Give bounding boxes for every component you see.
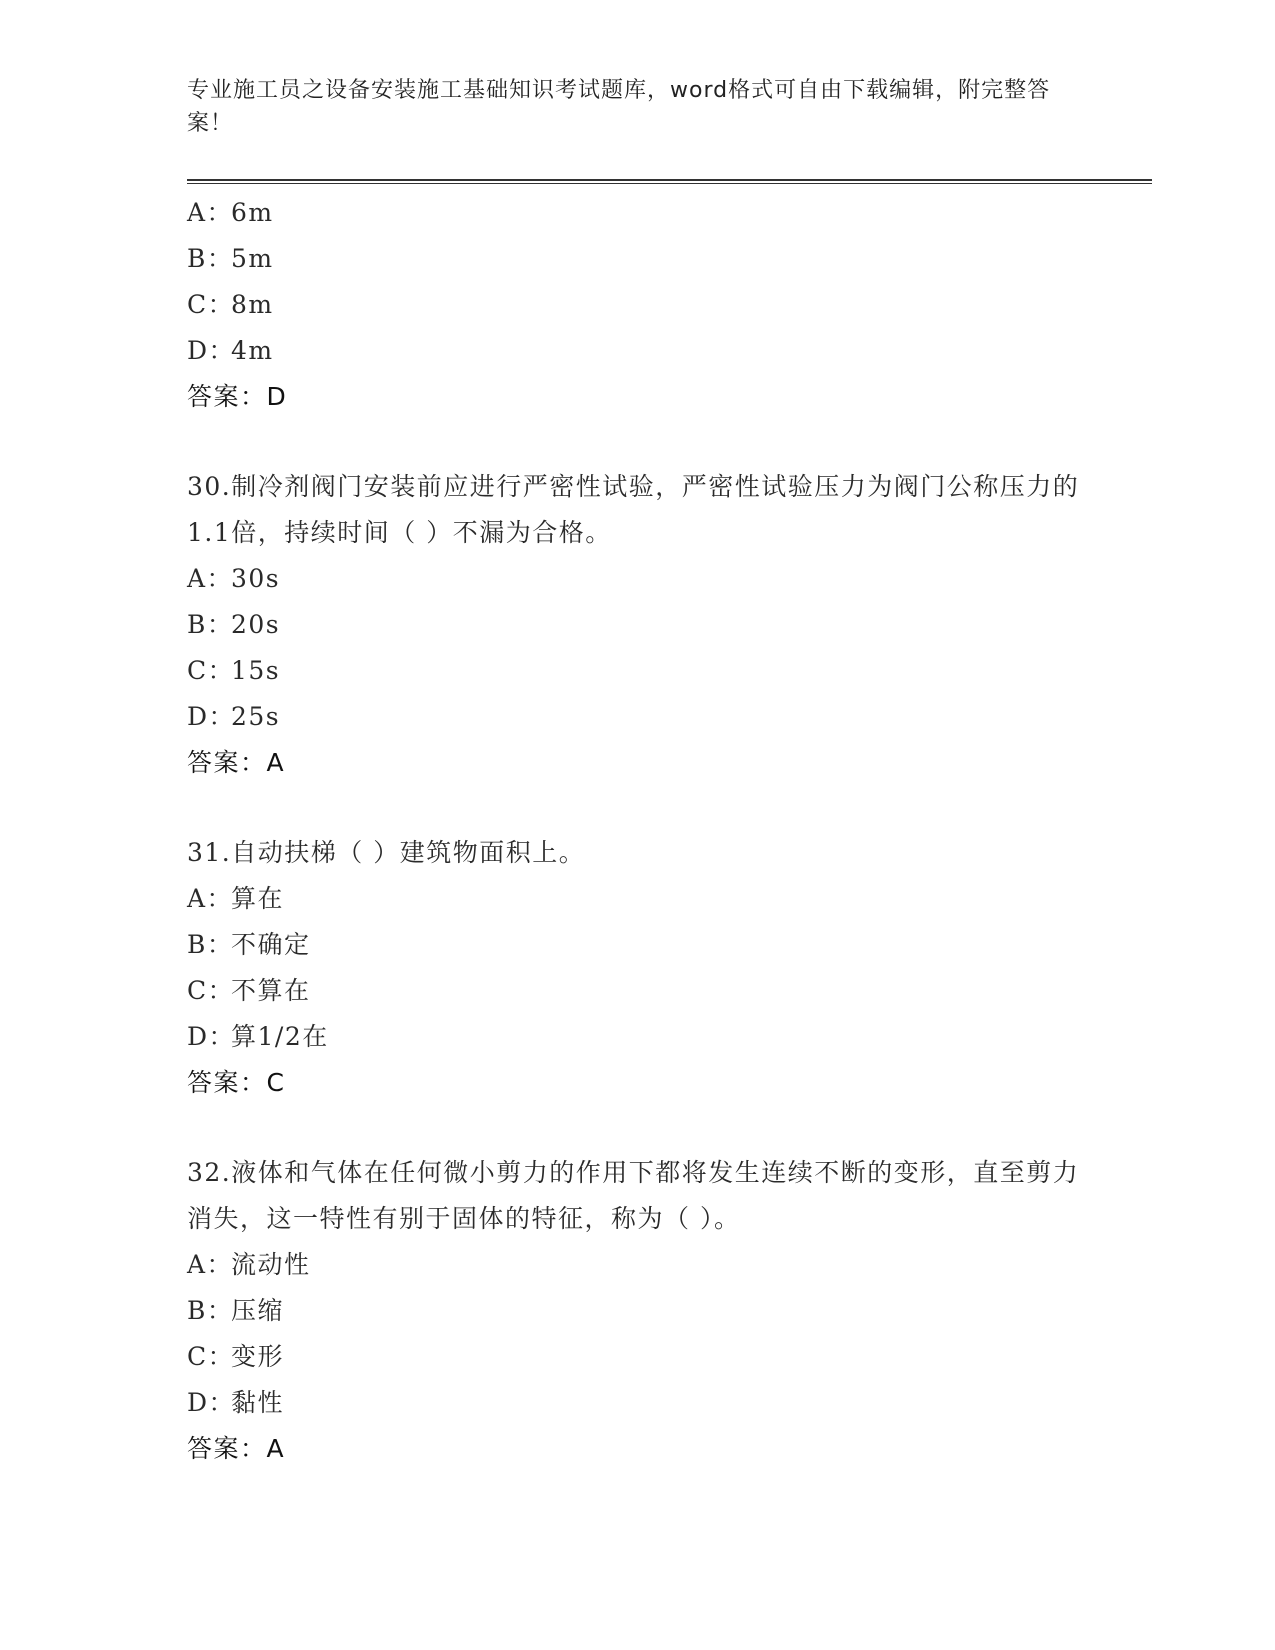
option-text: 20s: [231, 610, 281, 639]
answer-line: 答案：A: [187, 1434, 286, 1463]
option-a: [187, 556, 1087, 602]
option-c: [187, 648, 1087, 694]
option-key: D：: [187, 702, 236, 731]
option-key: C：: [187, 1342, 235, 1371]
option-text: 流动性: [231, 1250, 311, 1279]
option-text: 8m: [231, 290, 274, 319]
option-d: [187, 328, 1087, 374]
question-29-tail: [187, 190, 1087, 420]
header-divider: [187, 179, 1152, 184]
option-text: 算在: [231, 884, 285, 913]
option-key: C：: [187, 290, 235, 319]
option-text: 5m: [231, 244, 274, 273]
option-c: [187, 1334, 1087, 1380]
option-d: [187, 1014, 1087, 1060]
option-key: D：: [187, 1388, 236, 1417]
option-text: 压缩: [231, 1296, 285, 1325]
option-key: A：: [187, 884, 234, 913]
option-text: 不算在: [231, 976, 311, 1005]
option-key: D：: [187, 336, 236, 365]
option-text: 30s: [231, 564, 281, 593]
answer-line: 答案：D: [187, 382, 288, 411]
question-stem: 31.自动扶梯（ ）建筑物面积上。: [187, 838, 586, 867]
question-32: [187, 1150, 1087, 1472]
option-a: [187, 876, 1087, 922]
option-key: A：: [187, 564, 234, 593]
document-header: 专业施工员之设备安装施工基础知识考试题库，word格式可自由下载编辑，附完整答案！: [187, 78, 1051, 136]
option-text: 15s: [231, 656, 281, 685]
option-key: D：: [187, 1022, 236, 1051]
option-d: [187, 694, 1087, 740]
spacer: [187, 420, 1087, 464]
option-b: [187, 922, 1087, 968]
option-b: [187, 602, 1087, 648]
option-a: [187, 190, 1087, 236]
option-text: 变形: [231, 1342, 285, 1371]
spacer: [187, 1106, 1087, 1150]
question-stem: 32.液体和气体在任何微小剪力的作用下都将发生连续不断的变形，直至剪力消失，这一特性有别于固体的特征，称为（ ）。: [187, 1158, 1080, 1233]
option-text: 算1/2在: [231, 1022, 329, 1051]
option-key: B：: [187, 244, 234, 273]
question-31: [187, 830, 1087, 1106]
option-key: C：: [187, 656, 235, 685]
option-key: A：: [187, 198, 234, 227]
option-text: 4m: [231, 336, 274, 365]
option-key: B：: [187, 930, 234, 959]
option-text: 不确定: [231, 930, 311, 959]
answer-line: 答案：C: [187, 1068, 286, 1097]
option-key: C：: [187, 976, 235, 1005]
question-list: [187, 190, 1087, 1472]
option-c: [187, 282, 1087, 328]
spacer: [187, 786, 1087, 830]
answer-line: 答案：A: [187, 748, 286, 777]
option-text: 黏性: [231, 1388, 285, 1417]
option-b: [187, 236, 1087, 282]
option-b: [187, 1288, 1087, 1334]
option-key: B：: [187, 1296, 234, 1325]
option-key: B：: [187, 610, 234, 639]
option-a: [187, 1242, 1087, 1288]
question-stem: 30.制冷剂阀门安装前应进行严密性试验，严密性试验压力为阀门公称压力的1.1倍，持续时间（ ）不漏为合格。: [187, 472, 1080, 547]
option-key: A：: [187, 1250, 234, 1279]
question-30: [187, 464, 1087, 786]
option-text: 25s: [231, 702, 281, 731]
option-c: [187, 968, 1087, 1014]
option-d: [187, 1380, 1087, 1426]
option-text: 6m: [231, 198, 274, 227]
